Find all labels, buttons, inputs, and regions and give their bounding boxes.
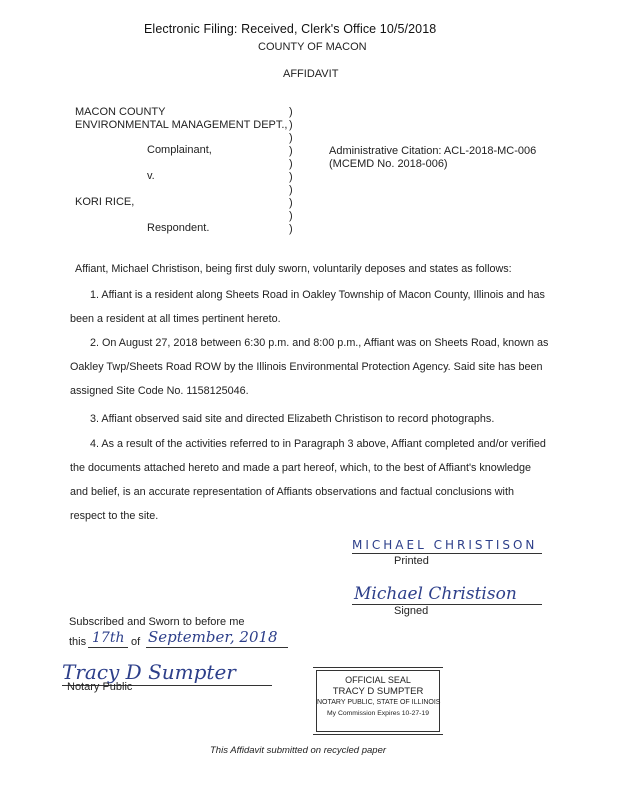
subscribed-sworn: Subscribed and Sworn to before me bbox=[69, 616, 245, 628]
affiant-signature: Michael Christison bbox=[354, 584, 517, 604]
mcemd-number: (MCEMD No. 2018-006) bbox=[329, 158, 448, 170]
paren: ) bbox=[289, 145, 293, 157]
seal-title: OFFICIAL SEAL bbox=[345, 675, 411, 685]
paren: ) bbox=[289, 184, 293, 196]
seal-state: NOTARY PUBLIC, STATE OF ILLINOIS bbox=[317, 699, 441, 706]
seal-expiry: My Commission Expires 10-27-19 bbox=[327, 710, 429, 717]
signed-label: Signed bbox=[394, 605, 429, 617]
printed-name: MICHAEL CHRISTISON bbox=[352, 538, 538, 552]
intro-paragraph: Affiant, Michael Christison, being first duly sworn, voluntarily deposes and states as follows: bbox=[75, 263, 512, 275]
complainant-name-line2: ENVIRONMENTAL MANAGEMENT DEPT., bbox=[75, 119, 288, 131]
month-line bbox=[146, 647, 288, 648]
paren: ) bbox=[289, 210, 293, 222]
notary-day: 17th bbox=[92, 630, 125, 646]
signature-line bbox=[352, 604, 542, 605]
paren: ) bbox=[289, 132, 293, 144]
notary-public-label: Notary Public bbox=[67, 681, 133, 693]
county-heading: COUNTY OF MACON bbox=[258, 41, 367, 53]
complainant-name-line1: MACON COUNTY bbox=[75, 106, 166, 118]
official-seal bbox=[316, 670, 440, 732]
paren: ) bbox=[289, 223, 293, 235]
paren: ) bbox=[289, 158, 293, 170]
paragraph-1: 1. Affiant is a resident along Sheets Road in Oakley Township of Macon County, Illinois and has been a resident at all times pertinent hereto. bbox=[70, 289, 545, 325]
notary-signature: Tracy D Sumpter bbox=[62, 660, 236, 684]
respondent-name: KORI RICE, bbox=[75, 196, 135, 208]
paren: ) bbox=[289, 197, 293, 209]
filing-stamp: Electronic Filing: Received, Clerk's Office 10/5/2018 bbox=[144, 22, 437, 36]
paragraph-3: 3. Affiant observed said site and directed Elizabeth Christison to record photographs. bbox=[90, 413, 495, 425]
printed-label: Printed bbox=[394, 555, 429, 567]
notary-month-year: September, 2018 bbox=[148, 628, 278, 646]
complainant-role: Complainant, bbox=[147, 144, 212, 156]
paren: ) bbox=[289, 171, 293, 183]
recycled-paper-note: This Affidavit submitted on recycled paper bbox=[210, 745, 387, 756]
citation-number: Administrative Citation: ACL-2018-MC-006 bbox=[329, 145, 537, 157]
paragraph-4: 4. As a result of the activities referred to in Paragraph 3 above, Affiant completed and/or verified the documents attached hereto and made a part hereof, which, to the best of Affiant's knowledge and belief, is an accurate representation of Affiants observations and factual conclusions with respect to the site. bbox=[70, 438, 546, 522]
day-line bbox=[88, 647, 128, 648]
document-title: AFFIDAVIT bbox=[283, 68, 339, 80]
paren: ) bbox=[289, 106, 293, 118]
this-label: this bbox=[69, 636, 87, 648]
versus: v. bbox=[147, 170, 155, 182]
printed-name-line bbox=[352, 553, 542, 554]
respondent-role: Respondent. bbox=[147, 222, 210, 234]
of-label: of bbox=[131, 636, 141, 648]
paren: ) bbox=[289, 119, 293, 131]
paragraph-2: 2. On August 27, 2018 between 6:30 p.m. and 8:00 p.m., Affiant was on Sheets Road, known as Oakley Twp/Sheets Road ROW by the Illinois Environmental Protection Agency. Said site has been assigned Site Code No. 1158125046. bbox=[70, 337, 549, 397]
seal-name: TRACY D SUMPTER bbox=[332, 686, 424, 697]
